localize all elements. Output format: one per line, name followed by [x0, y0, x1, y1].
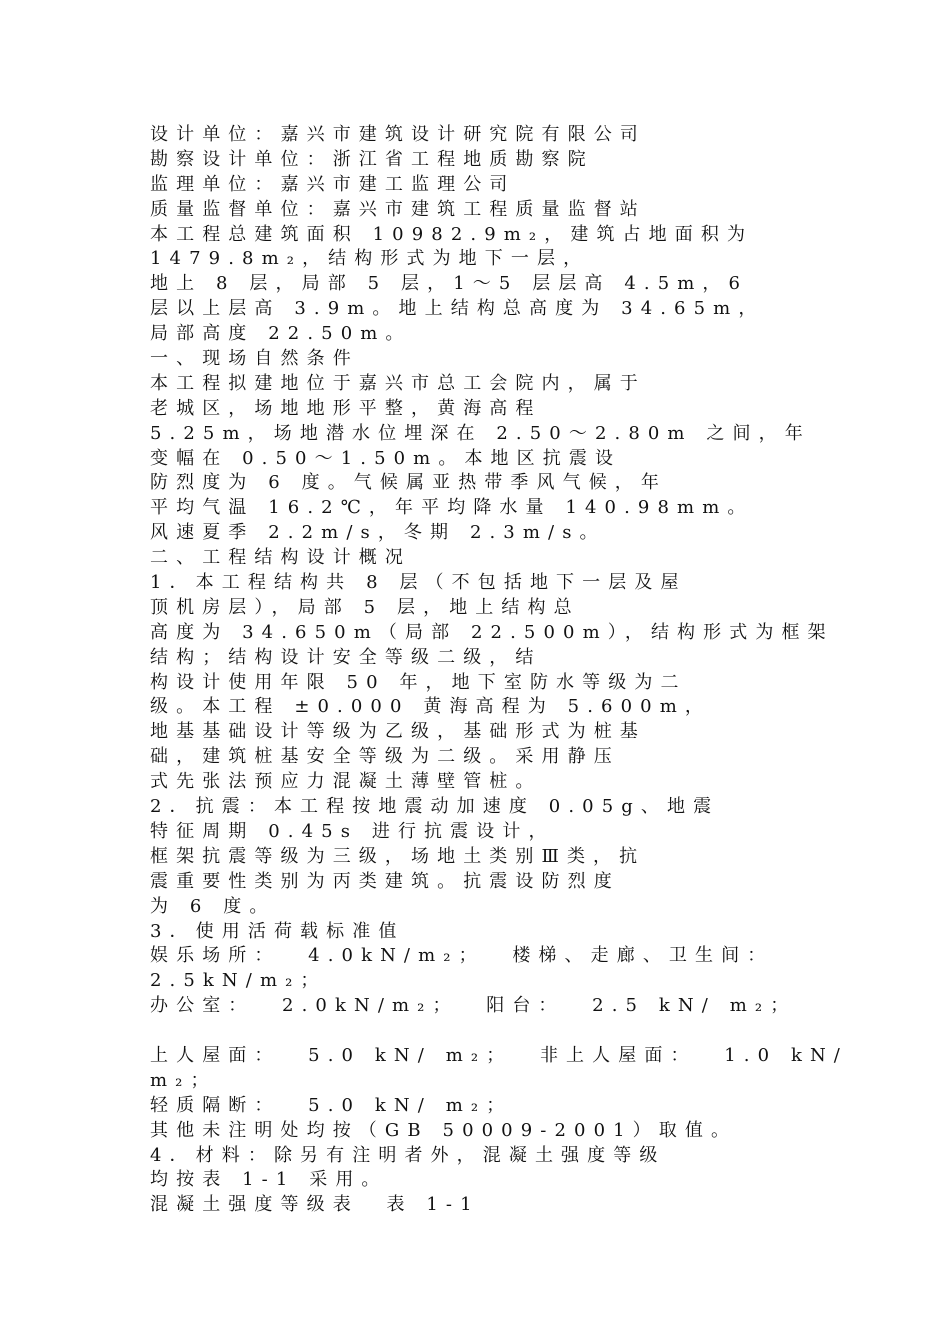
text-line: 构设计使用年限 50 年，地下室防水等级为二	[150, 671, 687, 693]
text-line: 高度为 34.650m（局部 22.500m），结构形式为框架	[150, 621, 834, 643]
text-line: 设计单位：嘉兴市建筑设计研究院有限公司	[150, 124, 646, 145]
text-line: 其他未注明处均按（GB 50009-2001）取值。	[150, 1119, 738, 1141]
text-line: 2.5kN/m₂；	[150, 970, 327, 992]
text-line: 特征周期 0.45s 进行抗震设计，	[150, 820, 555, 842]
text-line: 质量监督单位：嘉兴市建筑工程质量监督站	[150, 198, 646, 220]
text-line: 级。本工程 ±0.000 黄海高程为 5.600m，	[150, 696, 711, 718]
text-line: 5.25m，场地潜水位埋深在 2.50～2.80m 之间，年	[150, 422, 811, 444]
section-heading: 一、现场自然条件	[150, 348, 359, 370]
section-heading: 二、工程结构设计概况	[150, 547, 411, 569]
text-line: 地基基础设计等级为乙级，基础形式为桩基	[150, 721, 646, 743]
table-caption: 混凝土强度等级表 表 1-1	[150, 1194, 480, 1216]
text-line: 顶机房层），局部 5 层，地上结构总	[150, 596, 580, 618]
text-line: 式先张法预应力混凝土薄壁管桩。	[150, 771, 542, 793]
text-line: 震重要性类别为丙类建筑。抗震设防烈度	[150, 870, 620, 892]
text-line: 轻质隔断： 5.0 kN/ m₂；	[150, 1094, 513, 1116]
text-line: 局部高度 22.50m。	[150, 323, 412, 345]
text-line: 办公室： 2.0kN/m₂； 阳台： 2.5 kN/ m₂；	[150, 995, 797, 1017]
text-line: 平均气温 16.2℃，年平均降水量 140.98mm。	[150, 497, 754, 519]
text-line: 框架抗震等级为三级，场地土类别Ⅲ类，抗	[150, 845, 646, 867]
text-line: 老城区，场地地形平整，黄海高程	[150, 397, 542, 419]
text-line: 本工程总建筑面积 10982.9m₂，建筑占地面积为	[150, 223, 754, 245]
text-line: 防烈度为 6 度。气候属亚热带季风气候，年	[150, 472, 667, 494]
text-line: 娱乐场所： 4.0kN/m₂； 楼梯、走廊、卫生间：	[150, 945, 774, 967]
blank-line	[150, 1019, 800, 1044]
text-line: 上人屋面： 5.0 kN/ m₂； 非上人屋面： 1.0 kN/	[150, 1044, 848, 1066]
text-line: 4．材料：除另有注明者外，混凝土强度等级	[150, 1144, 666, 1166]
text-line: 勘察设计单位：浙江省工程地质勘察院	[150, 148, 594, 170]
document-body	[150, 123, 848, 1218]
text-line: 础，建筑桩基安全等级为二级。采用静压	[150, 746, 620, 768]
text-line: 3．使用活荷载标准值	[150, 920, 405, 942]
text-line: 结构；结构设计安全等级二级，结	[150, 646, 542, 668]
text-line: 本工程拟建地位于嘉兴市总工会院内，属于	[150, 372, 646, 394]
text-line: 为 6 度。	[150, 895, 276, 917]
text-line: 均按表 1-1 采用。	[150, 1169, 388, 1191]
text-line: 1．本工程结构共 8 层（不包括地下一层及屋	[150, 572, 687, 594]
text-line: 风速夏季 2.2m/s，冬期 2.3m/s。	[150, 522, 606, 544]
text-line: m₂；	[150, 1069, 217, 1091]
text-line: 层以上层高 3.9m。地上结构总高度为 34.65m，	[150, 298, 765, 320]
text-line: 变幅在 0.50～1.50m。本地区抗震设	[150, 447, 622, 469]
text-line: 1479.8m₂，结构形式为地下一层，	[150, 248, 590, 270]
text-line: 2．抗震：本工程按地震动加速度 0.05g、地震	[150, 796, 720, 818]
text-line: 地上 8 层，局部 5 层，1～5 层层高 4.5m，6	[150, 273, 749, 295]
text-line: 监理单位：嘉兴市建工监理公司	[150, 173, 516, 195]
